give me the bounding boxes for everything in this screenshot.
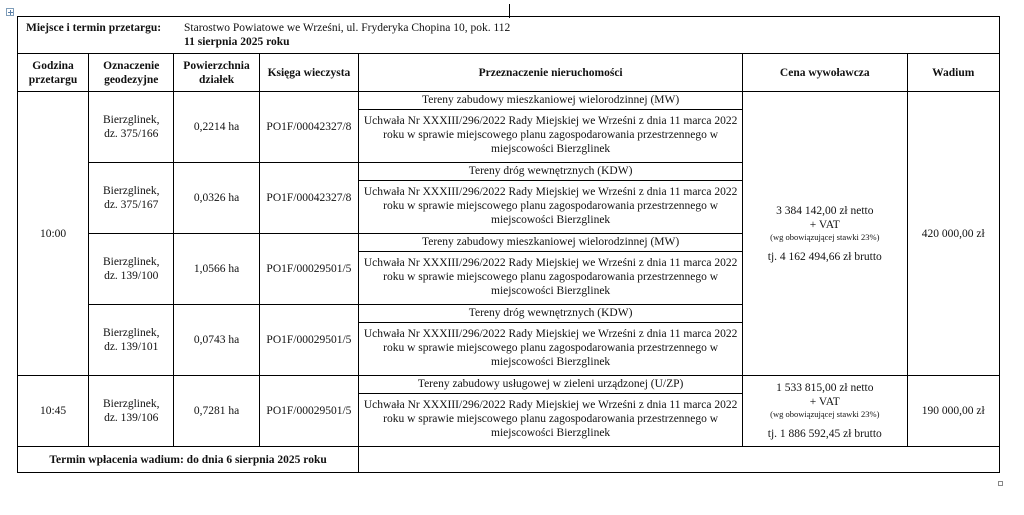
resolution-text: Uchwała Nr XXXIII/296/2022 Rady Miejskiej we Wrześni z dnia 11 marca 2022 roku w sprawie miejscowego planu zagospodarowania przestrzennego w miejscowości Bierzglinek [363, 257, 738, 297]
plot-cell[interactable]: Bierzglinek, dz. 139/106 [89, 376, 174, 447]
price-vat: + VAT [809, 218, 840, 231]
register-cell[interactable]: PO1F/00042327/8 [259, 163, 359, 234]
price-net: 1 533 815,00 zł netto [776, 382, 874, 394]
purpose-title: Tereny dróg wewnętrznych (KDW) [359, 305, 742, 323]
price-net: 3 384 142,00 zł netto [776, 204, 874, 217]
price-vat-note: (wg obowiązującej stawki 23%) [770, 409, 880, 419]
price-gross: tj. 1 886 592,45 zł brutto [767, 428, 882, 440]
footer-row [18, 447, 1000, 473]
resolution-text: Uchwała Nr XXXIII/296/2022 Rady Miejskiej we Wrześni z dnia 11 marca 2022 roku w sprawie miejscowego planu zagospodarowania przestrzennego w miejscowości Bierzglinek [363, 186, 738, 226]
auction-time-cell[interactable]: 10:45 [18, 376, 89, 447]
footer-empty-cell[interactable] [359, 447, 1000, 473]
resolution-text: Uchwała Nr XXXIII/296/2022 Rady Miejskiej we Wrześni z dnia 11 marca 2022 roku w sprawie miejscowego planu zagospodarowania przestrzennego w miejscowości Bierzglinek [363, 115, 738, 155]
purpose-title: Tereny zabudowy mieszkaniowej wielorodzinnej (MW) [359, 234, 742, 252]
location-value: Starostwo Powiatowe we Wrześni, ul. Fryderyka Chopina 10, pok. 112 [184, 22, 511, 34]
price-gross: tj. 4 162 494,66 zł brutto [767, 250, 882, 263]
area-cell[interactable]: 1,0566 ha [174, 234, 259, 305]
area-cell[interactable]: 0,0326 ha [174, 163, 259, 234]
header-info-cell[interactable] [18, 17, 1000, 54]
starting-price-cell[interactable] [743, 376, 908, 447]
plot-cell[interactable]: Bierzglinek, dz. 375/167 [89, 163, 174, 234]
plot-cell[interactable]: Bierzglinek, dz. 139/100 [89, 234, 174, 305]
plot-cell[interactable]: Bierzglinek, dz. 375/166 [89, 92, 174, 163]
auction-date: 11 sierpnia 2025 roku [184, 36, 290, 48]
deposit-cell[interactable]: 420 000,00 zł [907, 92, 999, 376]
register-cell[interactable]: PO1F/00029501/5 [259, 234, 359, 305]
purpose-title: Tereny zabudowy usługowej w zieleni urządzonej (U/ZP) [359, 376, 742, 394]
table-resize-handle-icon[interactable] [998, 481, 1003, 486]
deposit-cell[interactable]: 190 000,00 zł [907, 376, 999, 447]
column-header-area[interactable]: Powierzchnia działek [174, 54, 259, 92]
register-cell[interactable]: PO1F/00029501/5 [259, 305, 359, 376]
price-vat-note: (wg obowiązującej stawki 23%) [770, 231, 880, 242]
deposit-deadline[interactable]: Termin wpłacenia wadium: do dnia 6 sierpnia 2025 roku [18, 447, 359, 473]
purpose-cell[interactable] [359, 92, 743, 163]
column-header-deposit[interactable]: Wadium [907, 54, 999, 92]
purpose-cell[interactable] [359, 376, 743, 447]
auction-time-cell[interactable]: 10:00 [18, 92, 89, 376]
auction-table [17, 16, 1000, 473]
column-header-row [18, 54, 1000, 92]
resolution-text: Uchwała Nr XXXIII/296/2022 Rady Miejskiej we Wrześni z dnia 11 marca 2022 roku w sprawie miejscowego planu zagospodarowania przestrzennego w miejscowości Bierzglinek [363, 399, 738, 439]
resolution-text: Uchwała Nr XXXIII/296/2022 Rady Miejskiej we Wrześni z dnia 11 marca 2022 roku w sprawie miejscowego planu zagospodarowania przestrzennego w miejscowości Bierzglinek [363, 328, 738, 368]
column-header-purpose[interactable]: Przeznaczenie nieruchomości [359, 54, 743, 92]
register-cell[interactable]: PO1F/00042327/8 [259, 92, 359, 163]
purpose-cell[interactable] [359, 163, 743, 234]
table-row [18, 376, 1000, 447]
area-cell[interactable]: 0,2214 ha [174, 92, 259, 163]
table-row [18, 92, 1000, 163]
area-cell[interactable]: 0,7281 ha [174, 376, 259, 447]
price-vat: + VAT [809, 396, 840, 408]
starting-price-cell[interactable] [743, 92, 908, 376]
table-move-handle-icon[interactable] [6, 8, 14, 16]
area-cell[interactable]: 0,0743 ha [174, 305, 259, 376]
column-header-price[interactable]: Cena wywoławcza [743, 54, 908, 92]
header-info-row [18, 17, 1000, 54]
location-label: Miejsce i termin przetargu: [26, 22, 162, 34]
purpose-cell[interactable] [359, 305, 743, 376]
purpose-title: Tereny dróg wewnętrznych (KDW) [359, 163, 742, 181]
plot-cell[interactable]: Bierzglinek, dz. 139/101 [89, 305, 174, 376]
column-header-register[interactable]: Księga wieczysta [259, 54, 359, 92]
column-header-plot[interactable]: Oznaczenie geodezyjne [89, 54, 174, 92]
purpose-cell[interactable] [359, 234, 743, 305]
column-header-time[interactable]: Godzina przetargu [18, 54, 89, 92]
purpose-title: Tereny zabudowy mieszkaniowej wielorodzinnej (MW) [359, 92, 742, 110]
register-cell[interactable]: PO1F/00029501/5 [259, 376, 359, 447]
